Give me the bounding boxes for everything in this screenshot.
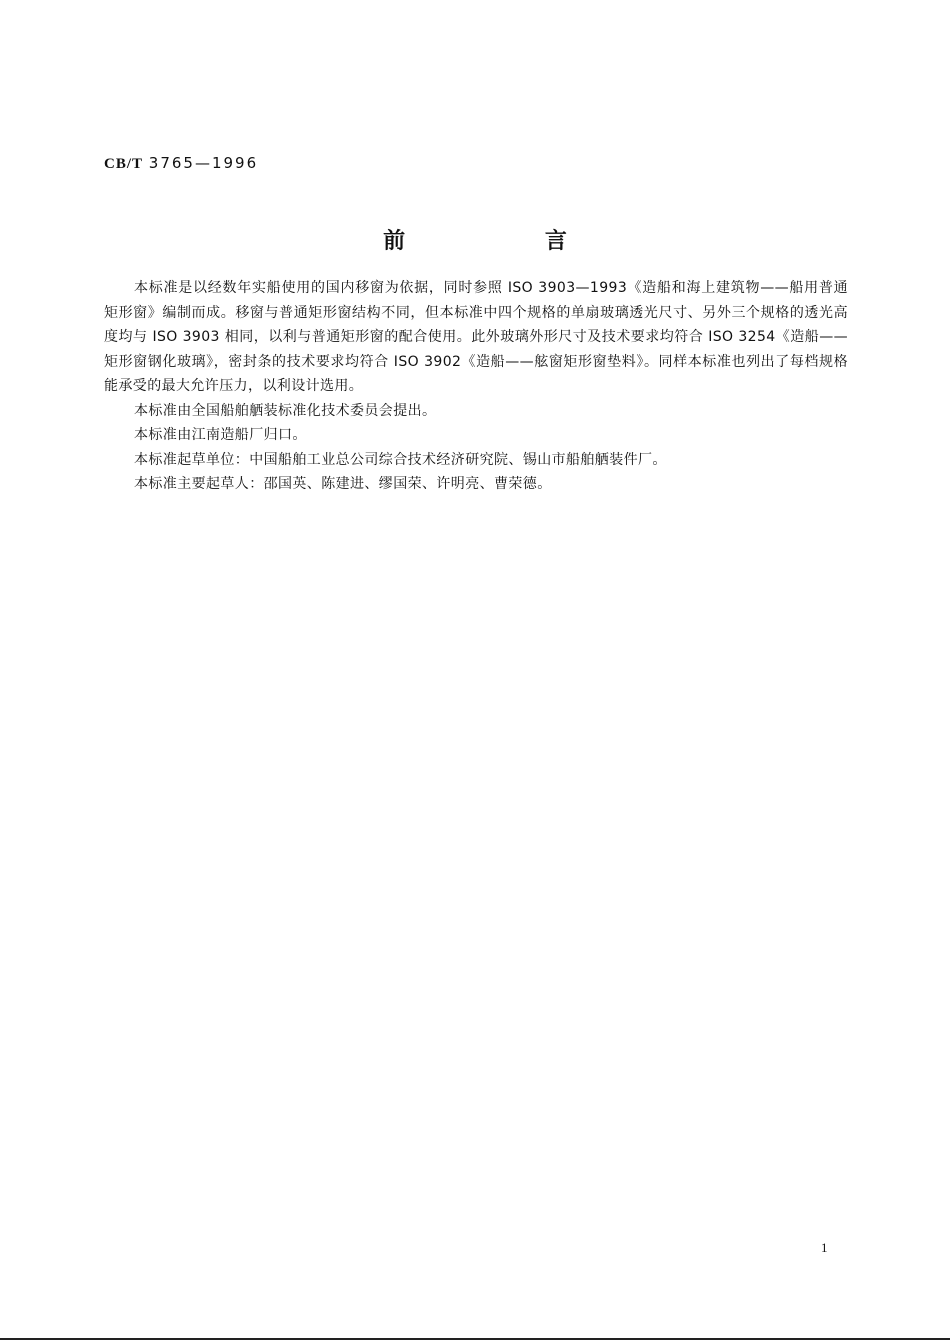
preface-body [104,276,848,497]
paragraph-proposer: 本标准由全国船舶舾装标准化技术委员会提出。 [134,402,437,419]
standard-number: 3765—1996 [148,154,259,172]
paragraph-basis: 本标准是以经数年实船使用的国内移窗为依据，同时参照 ISO 3903—1993《造船和海上建筑物——船用普通矩形窗》编制而成。移窗与普通矩形窗结构不同，但本标准中四个规格的单扇玻璃透光尺寸、另外三个规格的透光高度均与 ISO 3903 相同，以利与普通矩形窗的配合使用。此外玻璃外形尺寸及技术要求均符合 ISO 3254《造船——矩形窗钢化玻璃》，密封条的技术要求均符合 ISO 3902《造船——舷窗矩形窗垫料》。同样本标准也列出了每档规格能承受的最大允许压力，以利设计选用。 [104,280,848,394]
section-title: 前 言 [383,229,633,254]
bottom-border [0,1338,950,1340]
page-number: 1 [821,1240,828,1255]
paragraph-drafters: 本标准主要起草人：邵国英、陈建进、缪国荣、许明亮、曹荣德。 [134,476,552,492]
paragraph-responsible-unit: 本标准由江南造船厂归口。 [134,427,307,443]
standard-prefix: CB/T [104,156,144,172]
paragraph-drafting-units: 本标准起草单位：中国船舶工业总公司综合技术经济研究院、锡山市船舶舾装件厂。 [134,451,667,468]
standard-code [104,154,258,173]
